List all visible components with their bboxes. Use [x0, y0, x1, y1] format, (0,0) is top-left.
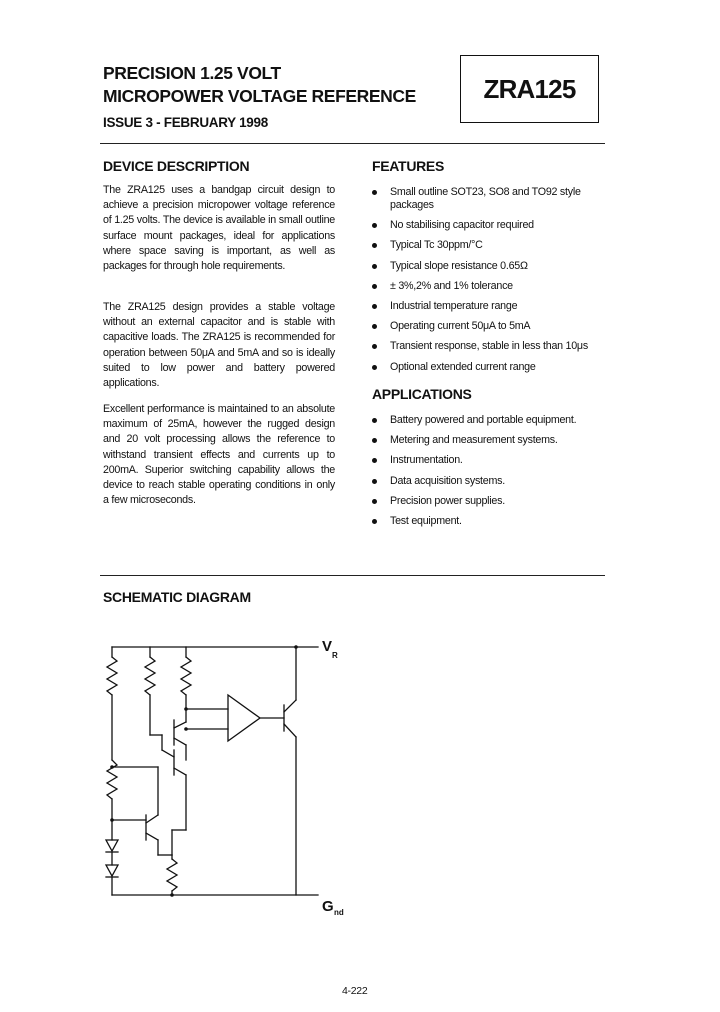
list-item: Instrumentation. [372, 454, 622, 467]
bullet-icon [372, 344, 377, 349]
bullet-icon [372, 304, 377, 309]
list-item: Metering and measurement systems. [372, 434, 622, 447]
description-heading: DEVICE DESCRIPTION [103, 158, 250, 174]
vr-label-sub: R [332, 651, 338, 660]
list-item: Industrial temperature range [372, 300, 622, 313]
list-item: Typical slope resistance 0.65Ω [372, 260, 622, 273]
bullet-icon [372, 365, 377, 370]
list-item: Optional extended current range [372, 361, 622, 374]
gnd-label: G [322, 898, 334, 915]
applications-heading: APPLICATIONS [372, 386, 472, 402]
title-line-2: MICROPOWER VOLTAGE REFERENCE [103, 86, 416, 106]
list-item: Test equipment. [372, 515, 622, 528]
bullet-icon [372, 243, 377, 248]
title-line-1: PRECISION 1.25 VOLT [103, 63, 281, 83]
title-block [103, 62, 416, 108]
list-item: ± 3%,2% and 1% tolerance [372, 280, 622, 293]
list-item: Typical Tc 30ppm/°C [372, 239, 622, 252]
bullet-icon [372, 519, 377, 524]
schematic-diagram [100, 625, 370, 930]
bullet-icon [372, 458, 377, 463]
features-list [372, 186, 622, 381]
list-item: Small outline SOT23, SO8 and TO92 style packages [372, 186, 622, 212]
description-paragraph-3: Excellent performance is maintained to an absolute maximum of 25mA, however the rugged design and 20 volt processing allows the reference to withstand transient effects and currents up to 200mA. Superior switching capability allows the device to reach stable operating conditions in only a few microseconds. [103, 403, 335, 507]
header-rule [100, 143, 605, 144]
list-item: No stabilising capacitor required [372, 219, 622, 232]
bullet-icon [372, 223, 377, 228]
description-paragraph-2: The ZRA125 design provides a stable voltage without an external capacitor and is stable with capacitive loads. The ZRA125 is recommended for operation between 50μA and 5mA and so is ideally suited to low power and battery powered applications. [103, 301, 335, 390]
bullet-icon [372, 324, 377, 329]
applications-list [372, 414, 622, 535]
description-paragraph-1: The ZRA125 uses a bandgap circuit design to achieve a precision micropower voltage reference of 1.25 volts. The device is available in small outline surface mount packages, ideal for applications where space saving is important, as well as packages for through hole requirements. [103, 184, 335, 273]
features-heading: FEATURES [372, 158, 445, 174]
list-item: Operating current 50μA to 5mA [372, 320, 622, 333]
page-number: 4-222 [342, 985, 368, 997]
bullet-icon [372, 284, 377, 289]
bullet-icon [372, 418, 377, 423]
list-item: Transient response, stable in less than 10μs [372, 340, 622, 353]
bullet-icon [372, 499, 377, 504]
list-item: Data acquisition systems. [372, 475, 622, 488]
bullet-icon [372, 479, 377, 484]
gnd-label-sub: nd [334, 908, 344, 917]
schematic-heading: SCHEMATIC DIAGRAM [103, 589, 251, 605]
part-number: ZRA125 [483, 73, 576, 104]
list-item: Precision power supplies. [372, 495, 622, 508]
issue-date: ISSUE 3 - FEBRUARY 1998 [103, 115, 268, 130]
vr-label: V [322, 638, 333, 655]
section-divider [100, 575, 605, 576]
part-number-box [460, 55, 599, 123]
bullet-icon [372, 438, 377, 443]
list-item: Battery powered and portable equipment. [372, 414, 622, 427]
bullet-icon [372, 190, 377, 195]
bullet-icon [372, 264, 377, 269]
